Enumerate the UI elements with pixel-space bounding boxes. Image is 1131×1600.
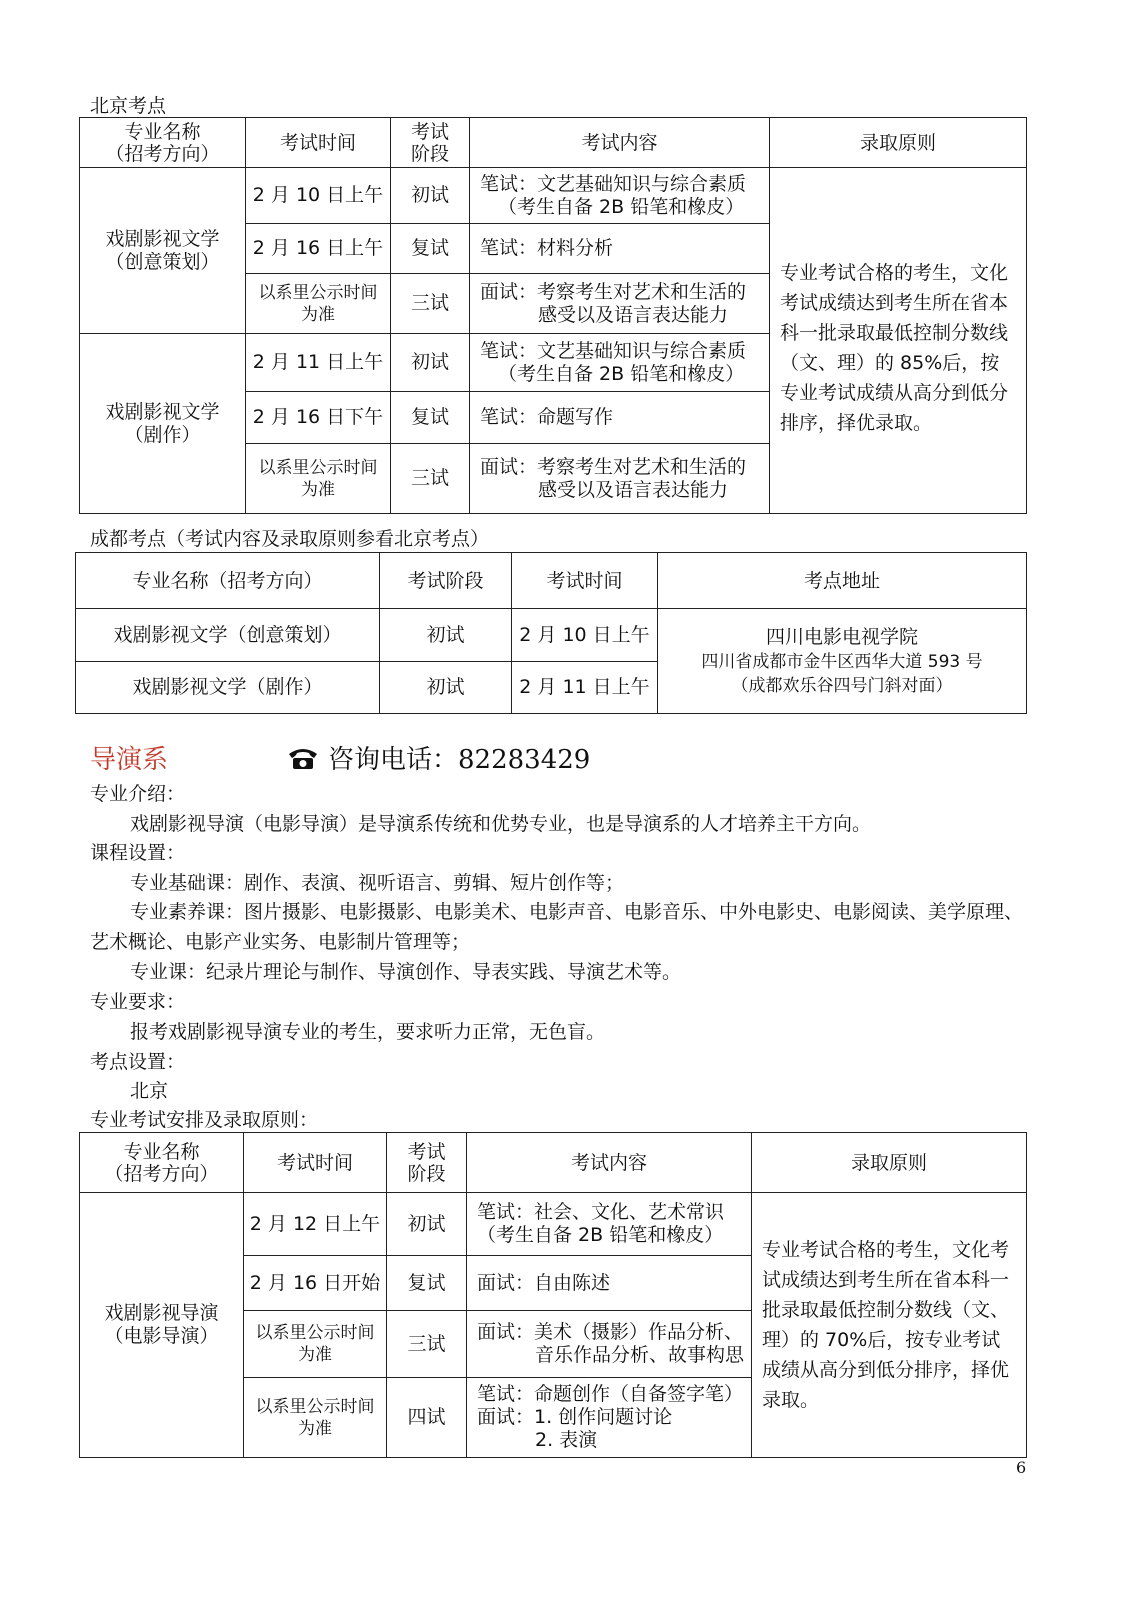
requirement-text: 报考戏剧影视导演专业的考生，要求听力正常，无色盲。 bbox=[130, 1021, 606, 1043]
header-major: 专业名称 （招考方向） bbox=[80, 1133, 244, 1193]
exam-stage: 三试 bbox=[391, 444, 470, 514]
header-content: 考试内容 bbox=[467, 1133, 752, 1193]
major-name: 戏剧影视文学（创意策划） bbox=[76, 609, 380, 662]
exam-content: 笔试：社会、文化、艺术常识 （考生自备 2B 铅笔和橡皮） bbox=[467, 1193, 752, 1256]
exam-time: 2 月 11 日上午 bbox=[246, 334, 391, 392]
exam-stage: 三试 bbox=[391, 274, 470, 334]
directing-header-row bbox=[80, 1133, 1027, 1193]
exam-content: 面试：考察考生对艺术和生活的 感受以及语言表达能力 bbox=[470, 274, 770, 334]
header-address: 考点地址 bbox=[658, 553, 1027, 609]
chengdu-exam-table bbox=[75, 552, 1027, 714]
header-time: 考试时间 bbox=[244, 1133, 387, 1193]
exam-content: 面试：自由陈述 bbox=[467, 1256, 752, 1311]
exam-content: 面试：美术（摄影）作品分析、 音乐作品分析、故事构思 bbox=[467, 1311, 752, 1378]
header-rule: 录取原则 bbox=[752, 1133, 1027, 1193]
exam-time: 以系里公示时间 为准 bbox=[246, 274, 391, 334]
exam-time: 以系里公示时间 为准 bbox=[244, 1311, 387, 1378]
exam-time: 2 月 10 日上午 bbox=[512, 609, 658, 662]
header-time: 考试时间 bbox=[512, 553, 658, 609]
department-title: 导演系 bbox=[90, 745, 169, 775]
beijing-header-row bbox=[80, 118, 1027, 168]
header-content: 考试内容 bbox=[470, 118, 770, 168]
exam-stage: 复试 bbox=[391, 392, 470, 444]
exam-time: 2 月 16 日下午 bbox=[246, 392, 391, 444]
admission-rule: 专业考试合格的考生，文化考试成绩达到考生所在省本科一批录取最低控制分数线（文、理）的 85%后，按专业考试成绩从高分到低分排序，择优录取。 bbox=[770, 168, 1027, 514]
intro-text: 戏剧影视导演（电影导演）是导演系传统和优势专业，也是导演系的人才培养主干方向。 bbox=[130, 813, 872, 835]
consult-phone bbox=[286, 744, 590, 776]
page-number: 6 bbox=[1016, 1458, 1027, 1477]
header-major: 专业名称 （招考方向） bbox=[80, 118, 246, 168]
exam-stage: 复试 bbox=[387, 1256, 467, 1311]
header-rule: 录取原则 bbox=[770, 118, 1027, 168]
exam-time: 以系里公示时间 为准 bbox=[244, 1378, 387, 1458]
exam-time: 以系里公示时间 为准 bbox=[246, 444, 391, 514]
major-name: 戏剧影视文学 （剧作） bbox=[80, 334, 246, 514]
exam-stage: 初试 bbox=[387, 1193, 467, 1256]
exam-stage: 初试 bbox=[380, 609, 512, 662]
exam-time: 2 月 12 日上午 bbox=[244, 1193, 387, 1256]
beijing-exam-table bbox=[79, 117, 1027, 514]
exam-stage: 初试 bbox=[380, 662, 512, 714]
header-stage: 考试阶段 bbox=[380, 553, 512, 609]
admission-rule: 专业考试合格的考生，文化考试成绩达到考生所在省本科一批录取最低控制分数线（文、理）的 70%后，按专业考试成绩从高分到低分排序，择优录取。 bbox=[752, 1193, 1027, 1458]
major-name: 戏剧影视导演 （电影导演） bbox=[80, 1193, 244, 1458]
course-basic: 专业基础课：剧作、表演、视听语言、剪辑、短片创作等； bbox=[130, 872, 625, 894]
header-stage: 考试 阶段 bbox=[387, 1133, 467, 1193]
arrangement-label: 专业考试安排及录取原则： bbox=[90, 1109, 319, 1131]
course-label: 课程设置： bbox=[90, 842, 186, 864]
exam-time: 2 月 16 日上午 bbox=[246, 224, 391, 274]
phone-label: 咨询电话： bbox=[328, 745, 459, 775]
chengdu-caption: 成都考点（考试内容及录取原则参看北京考点） bbox=[90, 528, 490, 550]
table-row bbox=[80, 1193, 1027, 1256]
table-row bbox=[76, 609, 1027, 662]
exam-stage: 三试 bbox=[387, 1311, 467, 1378]
exam-address: 四川电影电视学院 四川省成都市金牛区西华大道 593 号 （成都欢乐谷四号门斜对面） bbox=[658, 609, 1027, 714]
exam-content: 笔试：文艺基础知识与综合素质 （考生自备 2B 铅笔和橡皮） bbox=[470, 334, 770, 392]
exam-content: 笔试：命题写作 bbox=[470, 392, 770, 444]
header-stage: 考试 阶段 bbox=[391, 118, 470, 168]
exam-stage: 初试 bbox=[391, 334, 470, 392]
course-major: 专业课：纪录片理论与制作、导演创作、导表实践、导演艺术等。 bbox=[130, 961, 682, 983]
exam-content: 笔试：命题创作（自备签字笔） 面试：1. 创作问题讨论 2. 表演 bbox=[467, 1378, 752, 1458]
exam-content: 面试：考察考生对艺术和生活的 感受以及语言表达能力 bbox=[470, 444, 770, 514]
header-major: 专业名称（招考方向） bbox=[76, 553, 380, 609]
site-label: 考点设置： bbox=[90, 1051, 186, 1073]
header-time: 考试时间 bbox=[246, 118, 391, 168]
intro-label: 专业介绍： bbox=[90, 783, 186, 805]
beijing-caption: 北京考点 bbox=[90, 95, 167, 117]
directing-exam-table bbox=[79, 1132, 1027, 1458]
exam-time: 2 月 10 日上午 bbox=[246, 168, 391, 224]
exam-time: 2 月 16 日开始 bbox=[244, 1256, 387, 1311]
telephone-icon bbox=[286, 745, 320, 771]
site-text: 北京 bbox=[130, 1080, 169, 1102]
major-name: 戏剧影视文学（剧作） bbox=[76, 662, 380, 714]
course-quality: 专业素养课：图片摄影、电影摄影、电影美术、电影声音、电影音乐、中外电影史、电影阅读、美学原理、艺术概论、电影产业实务、电影制片管理等； bbox=[90, 901, 1024, 953]
exam-stage: 初试 bbox=[391, 168, 470, 224]
table-row bbox=[80, 168, 1027, 224]
exam-content: 笔试：材料分析 bbox=[470, 224, 770, 274]
exam-time: 2 月 11 日上午 bbox=[512, 662, 658, 714]
exam-stage: 复试 bbox=[391, 224, 470, 274]
major-name: 戏剧影视文学 （创意策划） bbox=[80, 168, 246, 334]
exam-stage: 四试 bbox=[387, 1378, 467, 1458]
exam-content: 笔试：文艺基础知识与综合素质 （考生自备 2B 铅笔和橡皮） bbox=[470, 168, 770, 224]
chengdu-header-row bbox=[76, 553, 1027, 609]
phone-number: 82283429 bbox=[458, 745, 591, 775]
requirement-label: 专业要求： bbox=[90, 991, 186, 1013]
